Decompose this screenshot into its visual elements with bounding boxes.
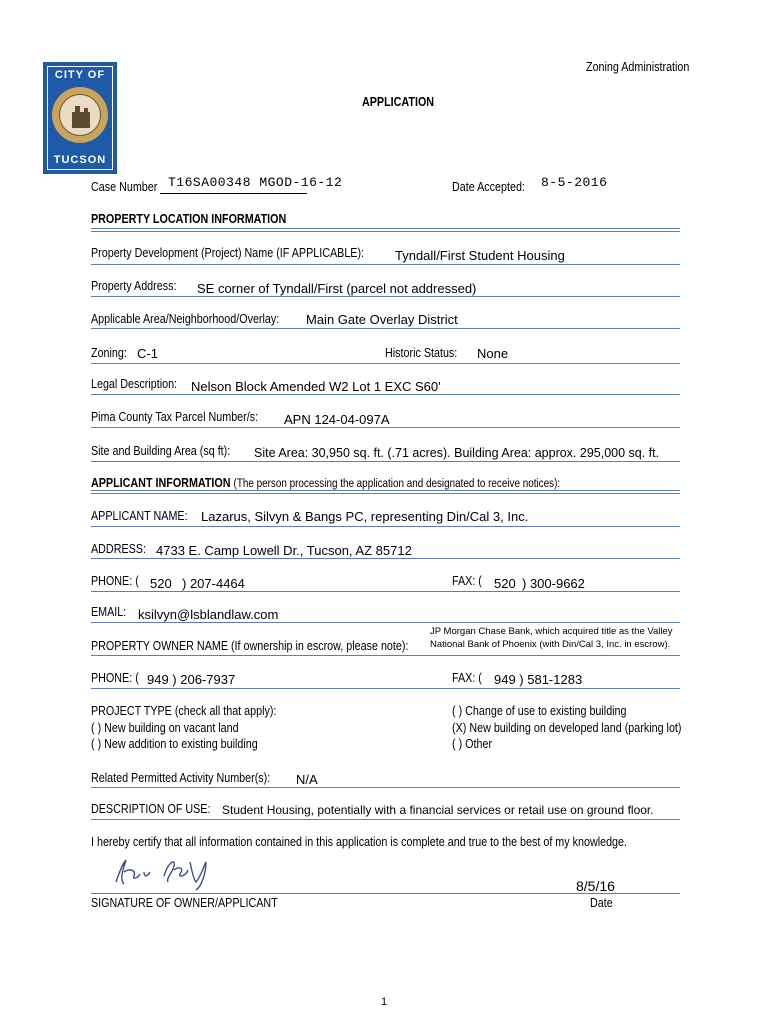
site-area-value: Site Area: 30,950 sq. ft. (.71 acres). Building Area: approx. 295,000 sq. ft. xyxy=(254,446,660,460)
historic-status-label: Historic Status: xyxy=(385,346,458,360)
logo-top-text: CITY OF xyxy=(54,69,106,81)
applicant-name-value: Lazarus, Silvyn & Bangs PC, representing Din/Cal 3, Inc. xyxy=(201,509,529,524)
applicant-fax-area: 520 xyxy=(494,576,516,591)
owner-fax-label: FAX: ( xyxy=(452,671,482,685)
applicant-address-value: 4733 E. Camp Lowell Dr., Tucson, AZ 85712 xyxy=(156,543,412,558)
page-title: APPLICATION xyxy=(362,95,435,109)
project-name-label: Property Development (Project) Name (IF APPLICABLE): xyxy=(91,246,365,260)
email-label: EMAIL: xyxy=(91,605,127,619)
owner-name-line-2: National Bank of Phoenix (with Din/Cal 3, Inc. in escrow). xyxy=(430,639,671,650)
option-text: Change of use to existing building xyxy=(465,704,627,718)
date-accepted-label: Date Accepted: xyxy=(452,180,525,194)
zoning-value: C-1 xyxy=(137,346,158,361)
legal-description-value: Nelson Block Amended W2 Lot 1 EXC S60' xyxy=(191,379,441,394)
owner-name-label: PROPERTY OWNER NAME (If ownership in escrow, please note): xyxy=(91,639,409,653)
project-type-label: PROJECT TYPE (check all that apply): xyxy=(91,704,277,718)
related-activity-label: Related Permitted Activity Number(s): xyxy=(91,771,271,785)
applicant-fax-label: FAX: ( xyxy=(452,574,482,588)
checkbox-mark: ( ) xyxy=(91,721,102,735)
city-of-tucson-logo xyxy=(43,62,117,174)
overlay-value: Main Gate Overlay District xyxy=(306,312,458,327)
project-type-option-other[interactable] xyxy=(452,737,492,751)
tax-parcel-label: Pima County Tax Parcel Number/s: xyxy=(91,410,259,424)
case-number-value: T16SA00348 MGOD-16-12 xyxy=(168,175,343,190)
tax-parcel-value: APN 124-04-097A xyxy=(284,412,390,427)
owner-fax-value: 949 ) 581-1283 xyxy=(494,672,583,687)
applicant-section-heading-row xyxy=(91,476,560,490)
site-area-label: Site and Building Area (sq ft): xyxy=(91,444,231,458)
checkbox-mark: ( ) xyxy=(452,704,463,718)
checkbox-mark: ( ) xyxy=(91,737,102,751)
applicant-address-label: ADDRESS: xyxy=(91,542,146,556)
signature-label: SIGNATURE OF OWNER/APPLICANT xyxy=(91,896,278,910)
applicant-fax-number: ) 300-9662 xyxy=(522,576,585,591)
signature-image xyxy=(110,852,220,894)
overlay-label: Applicable Area/Neighborhood/Overlay: xyxy=(91,312,280,326)
description-of-use-label: DESCRIPTION OF USE: xyxy=(91,802,211,816)
department-label: Zoning Administration xyxy=(586,60,690,74)
option-text: New building on vacant land xyxy=(104,721,239,735)
applicant-phone-number: ) 207-4464 xyxy=(182,576,245,591)
project-name-value: Tyndall/First Student Housing xyxy=(395,248,565,263)
checkbox-mark: (X) xyxy=(452,721,467,735)
signature-date-label: Date xyxy=(590,896,613,910)
certification-text: I hereby certify that all information contained in this application is complete and true to the best of my knowledge. xyxy=(91,835,628,849)
project-type-option-addition[interactable] xyxy=(91,737,258,751)
applicant-section-note: (The person processing the application and designated to receive notices): xyxy=(233,478,561,490)
signature-date-value: 8/5/16 xyxy=(576,878,615,894)
applicant-phone-label: PHONE: ( xyxy=(91,574,139,588)
project-type-option-change-of-use[interactable] xyxy=(452,704,627,718)
applicant-name-label: APPLICANT NAME: xyxy=(91,509,188,523)
page-number: 1 xyxy=(381,996,388,1008)
property-address-label: Property Address: xyxy=(91,279,177,293)
applicant-phone-area: 520 xyxy=(150,576,172,591)
zoning-label: Zoning: xyxy=(91,346,127,360)
owner-phone-label: PHONE: ( xyxy=(91,671,139,685)
property-address-value: SE corner of Tyndall/First (parcel not addressed) xyxy=(197,281,477,296)
option-text: Other xyxy=(465,737,493,751)
description-of-use-value: Student Housing, potentially with a financial services or retail use on ground floor. xyxy=(222,803,654,817)
option-text: New addition to existing building xyxy=(104,737,258,751)
date-accepted-value: 8-5-2016 xyxy=(541,175,608,190)
city-seal-icon xyxy=(52,87,108,143)
project-type-option-vacant[interactable] xyxy=(91,721,239,735)
option-text: New building on developed land (parking lot) xyxy=(469,721,682,735)
checkbox-mark: ( ) xyxy=(452,737,463,751)
project-type-option-developed-land[interactable] xyxy=(452,721,681,735)
owner-phone-value: 949 ) 206-7937 xyxy=(147,672,236,687)
property-section-heading: PROPERTY LOCATION INFORMATION xyxy=(91,212,287,226)
legal-description-label: Legal Description: xyxy=(91,377,178,391)
case-number-label: Case Number xyxy=(91,180,158,194)
historic-status-value: None xyxy=(477,346,509,361)
related-activity-value: N/A xyxy=(296,772,318,787)
applicant-section-heading: APPLICANT INFORMATION xyxy=(91,476,231,490)
email-value: ksilvyn@lsblandlaw.com xyxy=(138,607,279,622)
owner-name-line-1: JP Morgan Chase Bank, which acquired title as the Valley xyxy=(430,626,673,637)
logo-bottom-text: TUCSON xyxy=(53,154,107,166)
